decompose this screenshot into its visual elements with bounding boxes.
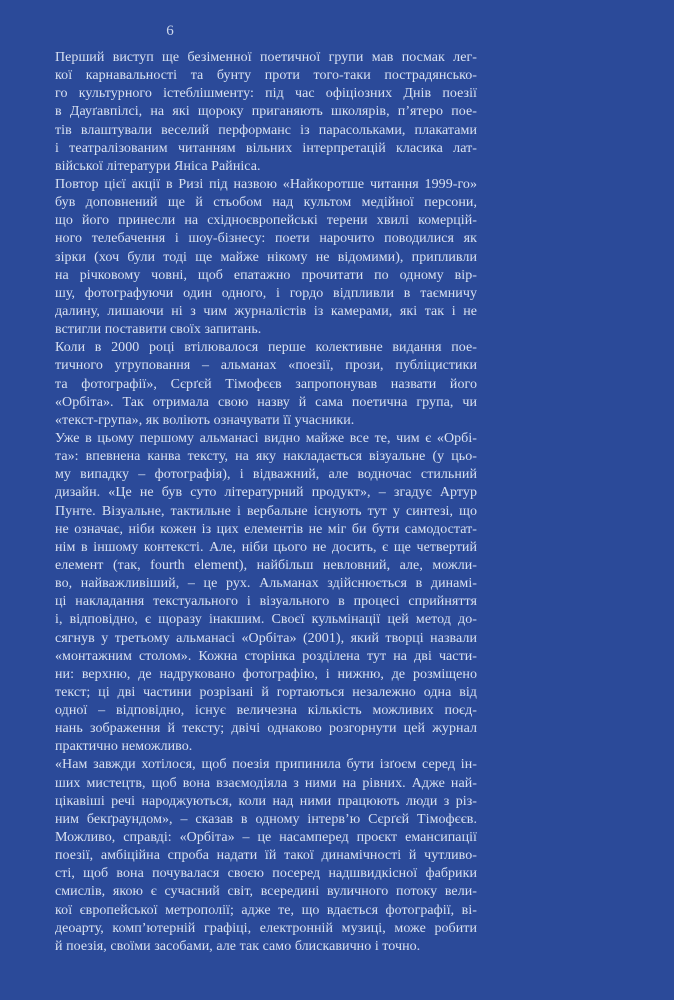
text-line: що його принесли на східноєвропейські терени хвилі комерцій- <box>55 213 477 229</box>
paragraph <box>55 49 477 176</box>
text-line: ного телебачення і шоу-бізнесу: поети нарочито поводилися як <box>55 231 477 247</box>
text-line: нім в іншому контексті. Але, ніби цього не досить, є ще четвертий <box>55 539 477 555</box>
text-line: кої європейської метрополії; адже те, що вдається фотографії, ві- <box>55 902 477 918</box>
text-line: далину, лишаючи ні з чим журналістів із камерами, які так і не <box>55 303 477 319</box>
text-line: ших мистецтв, щоб вона взаємодіяла з ними на рівних. Адже най- <box>55 775 477 791</box>
text-line: війської літератури Яніса Райніса. <box>55 158 261 174</box>
text-line: практично неможливо. <box>55 739 193 755</box>
text-line: елемент (так, fourth element), найбільш невловний, але, можли- <box>55 557 477 573</box>
text-line: текст; ці дві частини розрізані й гортаються незалежно одна від <box>55 684 477 700</box>
text-line: в Дауґавпілсі, на які щороку приганяють школярів, п’ятеро пое- <box>55 104 477 120</box>
text-line: поезії, амбіційна спроба надати їй такої динамічності й чутливо- <box>55 848 477 864</box>
text-line: цікавіші речі народжуються, коли над ними працюють люди з різ- <box>55 793 477 809</box>
text-block <box>55 49 477 956</box>
text-line: «монтажним столом». Кожна сторінка розділена тут на дві части- <box>55 648 477 664</box>
text-line: тів влаштували веселий перформанс із парасольками, плакатами <box>55 122 477 138</box>
text-line: дизайн. «Це не був суто літературний продукт», – згадує Артур <box>55 485 477 501</box>
text-line: Повтор цієї акції в Ризі під назвою «Найкоротше читання 1999-го» <box>55 176 477 192</box>
text-line: не означає, ніби кожен із цих елементів не міг би бути самодостат- <box>55 521 477 537</box>
text-line: встигли поставити своїх запитань. <box>55 322 262 338</box>
paragraph <box>55 756 477 956</box>
text-line: та фотографії», Сєрґєй Тімофєєв запропонував назвати його <box>55 376 477 392</box>
text-line: нань зображення й тексту; двічі однаково розгорнути цей журнал <box>55 721 477 737</box>
text-line: му випадку – фотографія), і відважний, але водночас стильний <box>55 467 477 483</box>
text-line: одної – відповідно, існує величезна кількість можливих поєд- <box>55 703 477 719</box>
text-line: ці накладання текстуального і візуального в процесі сприйняття <box>55 594 477 610</box>
text-line: і театралізованим читанням вільних інтерпретацій класика лат- <box>55 140 477 156</box>
paragraph <box>55 176 477 339</box>
text-line: «Нам завжди хотілося, щоб поезія припинила бути ізґоєм серед ін- <box>55 757 477 773</box>
text-line: Можливо, справді: «Орбіта» – це насамперед проєкт емансипації <box>55 830 477 846</box>
text-line: та»: впевнена канва тексту, на яку накладається візуальне (у цьо- <box>55 449 477 465</box>
text-line: й поезія, своїми засобами, але так само блискавично і точно. <box>55 938 421 954</box>
paragraph <box>55 430 477 757</box>
text-line: смислів, якою є сучасний світ, всередині вуличного потоку вели- <box>55 884 477 900</box>
text-line: шу, фотографуючи один одного, і гордо відпливли в таємничу <box>55 285 477 301</box>
text-line: Пунте. Візуальне, тактильне і вербальне існують тут у синтезі, що <box>55 503 477 519</box>
text-line: сті, щоб вона почувалася своєю посеред надшвидкісної фабрики <box>55 866 477 882</box>
text-line: «текст-група», як воліють означувати її учасники. <box>55 412 355 428</box>
text-line: Уже в цьому першому альманасі видно майже все те, чим є «Орбі- <box>55 430 477 446</box>
text-line: сягнув у третьому альманасі «Орбіта» (2001), який творці назвали <box>55 630 477 646</box>
text-line: ним бекґраундом», – сказав в одному інтерв’ю Сєрґєй Тімофєєв. <box>55 811 477 827</box>
text-line: кої карнавальності та бунту проти того-таки пострадянсько- <box>55 68 477 84</box>
text-line: був доповнений ще й стьобом над культом медійної персони, <box>55 195 477 211</box>
text-line: на річковому човні, щоб епатажно прочитати по одному вір- <box>55 267 477 283</box>
text-line: «Орбіта». Так отримала свою назву й сама поетична група, чи <box>55 394 477 410</box>
page-number: 6 <box>166 23 174 39</box>
text-line: деоарту, комп’ютерній графіці, електронній музиці, може робити <box>55 920 477 936</box>
text-line: Перший виступ ще безіменної поетичної групи мав посмак лег- <box>55 50 477 65</box>
text-line: і, відповідно, є щоразу інакшим. Своєї кульмінації цей метод до- <box>55 612 477 628</box>
text-line: зірки (хоч були тоді ще майже нікому не відомими), припливли <box>55 249 477 265</box>
text-line: во, найважливіший, – це рух. Альманах здійснюється в динамі- <box>55 576 477 592</box>
text-line: Коли в 2000 році втілювалося перше колективне видання пое- <box>55 340 477 356</box>
text-line: ни: верхню, де надруковано фотографію, і нижню, де розміщено <box>55 666 477 682</box>
text-line: тичного угруповання – альманах «поезії, прози, публіцистики <box>55 358 477 374</box>
paragraph <box>55 339 477 430</box>
text-line: го культурного істеблішменту: під час офіціозних Днів поезії <box>55 86 477 102</box>
